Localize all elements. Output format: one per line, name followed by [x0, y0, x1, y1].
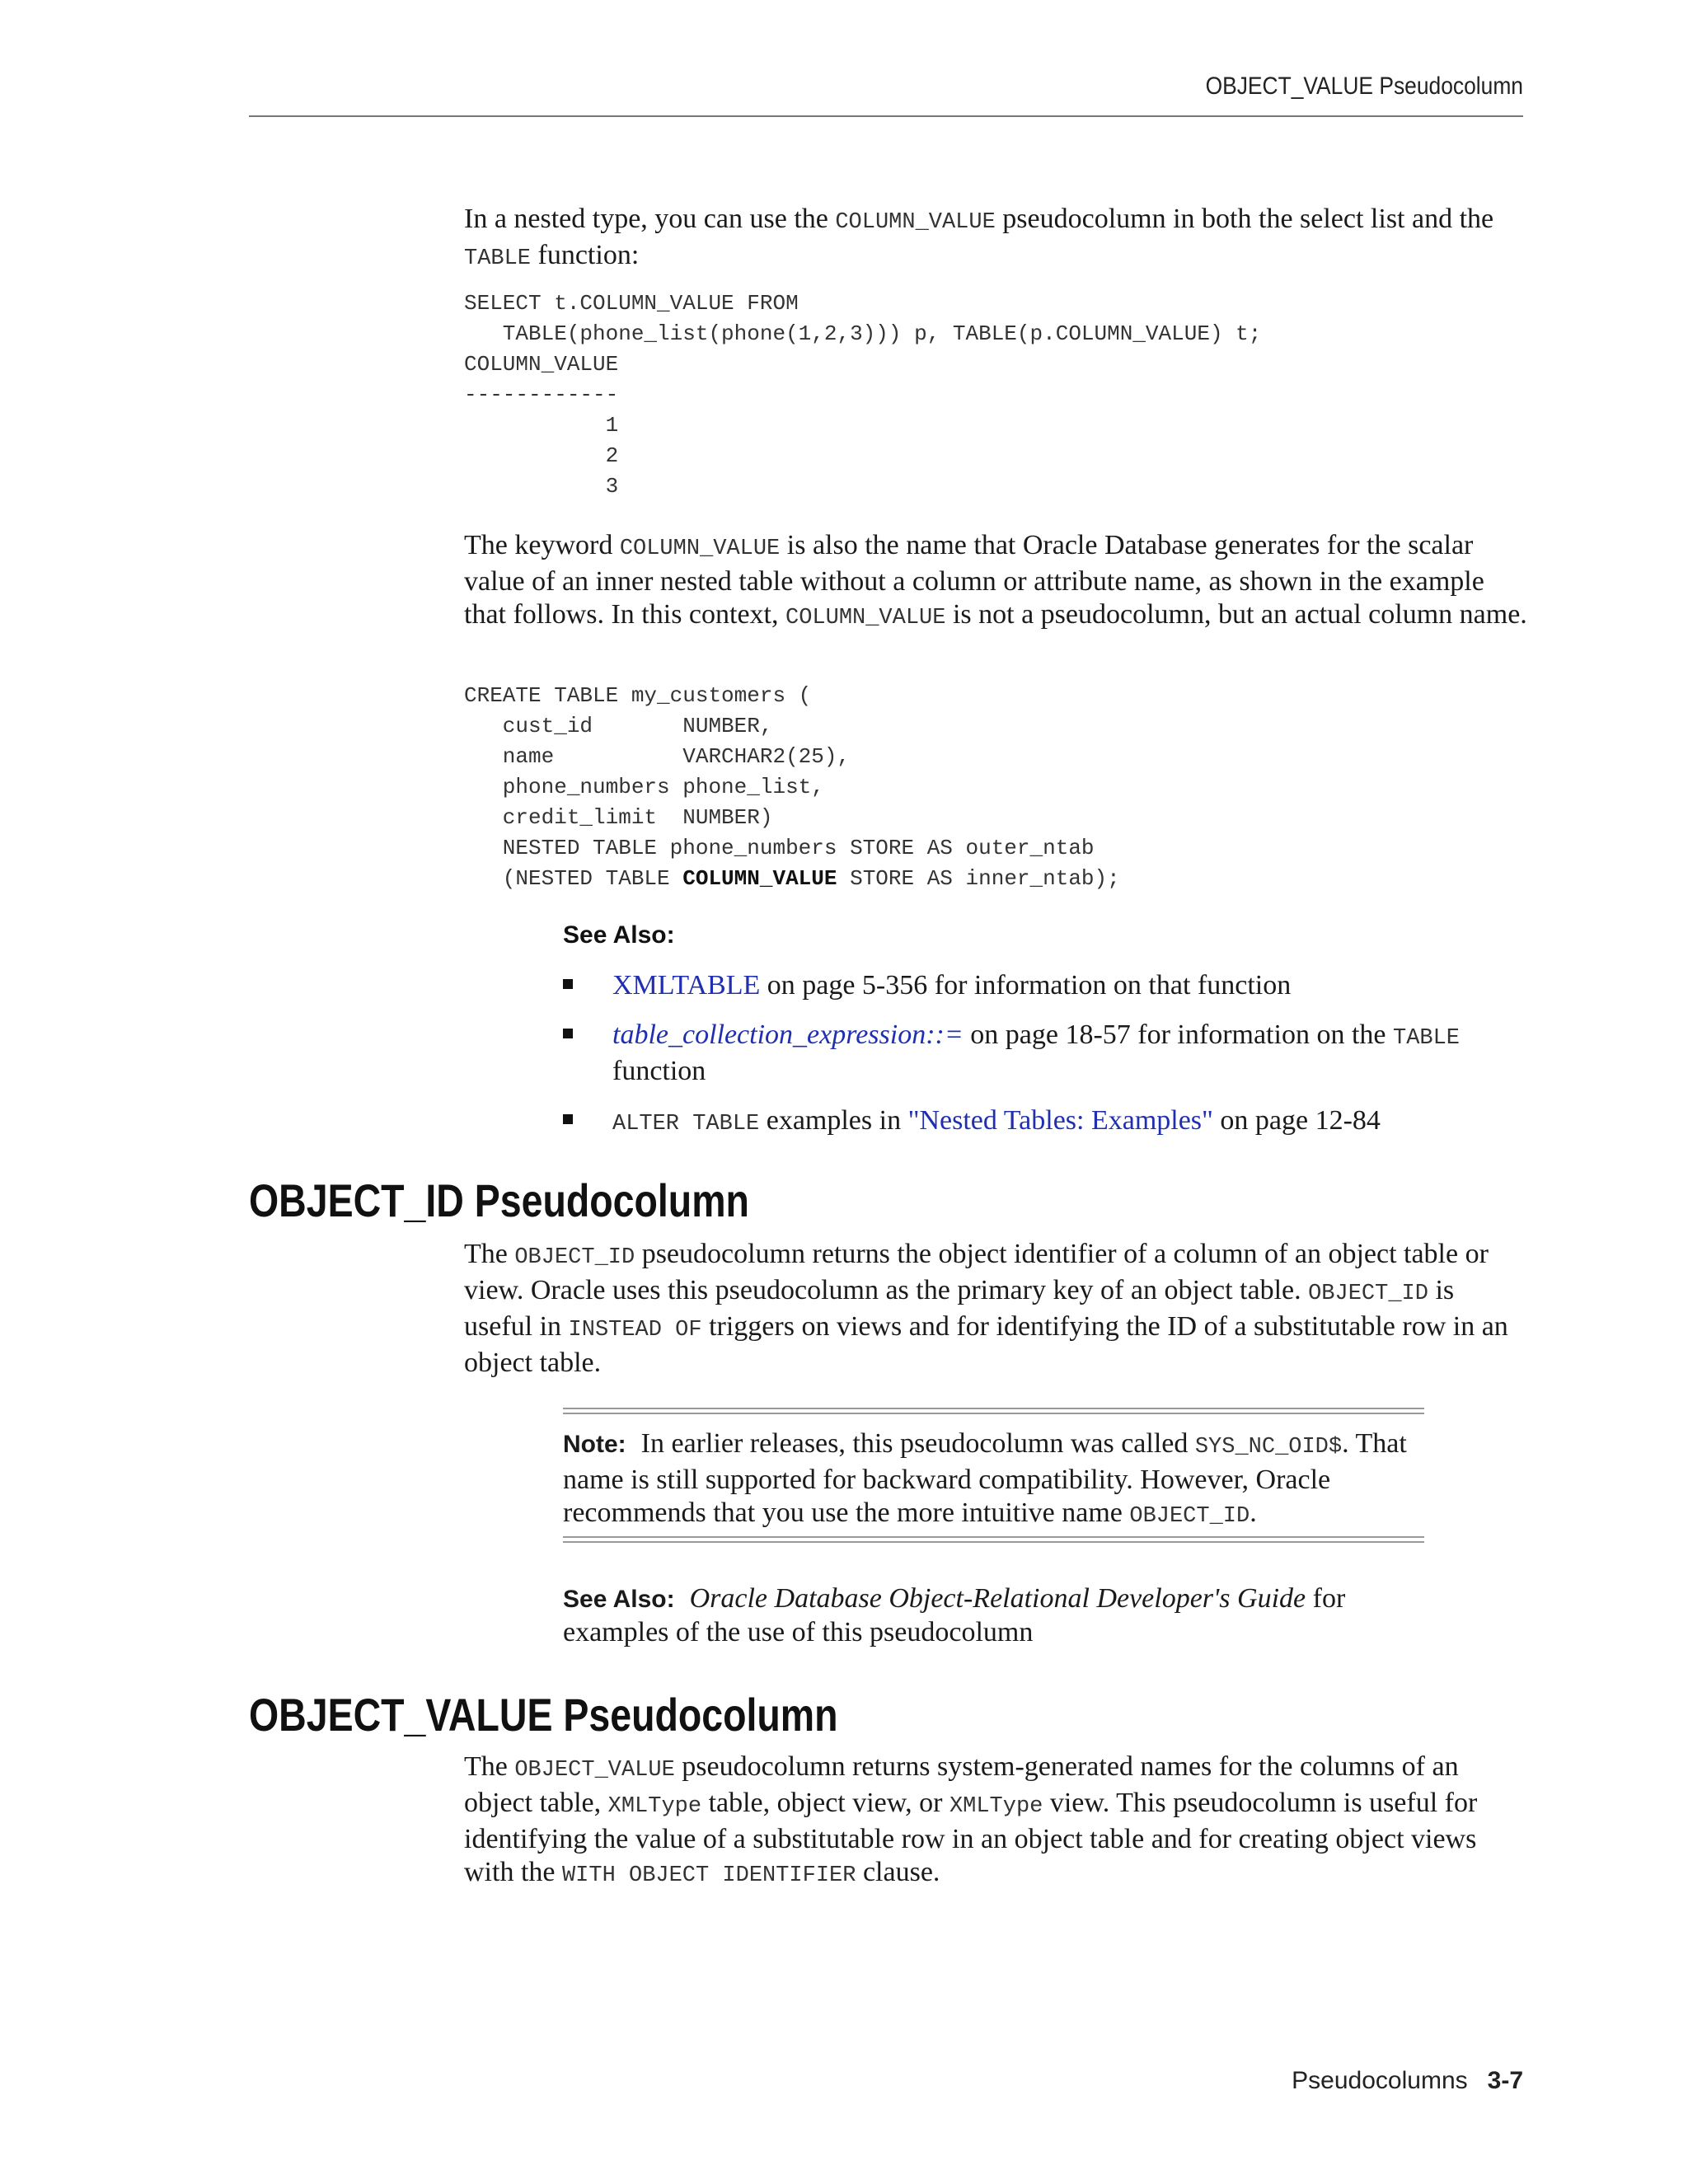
code-line: phone_numbers phone_list,	[464, 775, 824, 799]
see-also-object-relational	[563, 1582, 1453, 1649]
code-line: (NESTED TABLE	[464, 866, 683, 891]
text: is also the name that Oracle Database generates for the scalar value of an inner nested table without a column or attribute name, as shown in the example that follows. In this context,	[464, 530, 1484, 630]
see-also-label: See Also:	[563, 1586, 675, 1613]
text: is useful in	[464, 1275, 1455, 1342]
inline-code: OBJECT_VALUE	[514, 1758, 675, 1783]
code-bold: COLUMN_VALUE	[682, 866, 837, 891]
code-line: SELECT t.COLUMN_VALUE FROM	[464, 291, 799, 316]
code-line: STORE AS inner_ntab);	[837, 866, 1120, 891]
note-rule	[563, 1536, 1424, 1538]
chapter-name: Pseudocolumns	[1292, 2067, 1468, 2094]
see-also-list	[563, 969, 1470, 1157]
text: on page 12-84	[1212, 1105, 1381, 1136]
text: In earlier releases, this pseudocolumn was called	[640, 1428, 1195, 1459]
note-rule	[563, 1541, 1424, 1543]
inline-code: XMLType	[607, 1794, 702, 1819]
list-item	[563, 969, 1470, 1002]
xmltable-link[interactable]: XMLTABLE	[612, 970, 761, 1001]
inline-code: WITH OBJECT IDENTIFIER	[561, 1863, 856, 1888]
text: clause.	[856, 1857, 940, 1887]
code-line: name VARCHAR2(25),	[464, 744, 851, 769]
code-line: ------------	[464, 382, 619, 407]
inline-code: OBJECT_ID	[1308, 1282, 1428, 1306]
note-label: Note:	[563, 1431, 626, 1458]
object-id-paragraph	[464, 1238, 1527, 1380]
bullet-icon	[563, 1029, 573, 1038]
note-text	[563, 1427, 1424, 1533]
keyword-paragraph	[464, 529, 1527, 635]
header-rule	[249, 115, 1523, 117]
text: on page 18-57 for information on the	[963, 1019, 1393, 1050]
inline-code: COLUMN_VALUE	[619, 537, 781, 561]
inline-code: ALTER TABLE	[612, 1112, 760, 1137]
text: is not a pseudocolumn, but an actual column name.	[945, 599, 1527, 630]
note-box	[563, 1408, 1424, 1543]
text: triggers on views and for identifying the ID of a substitutable row in an object table.	[464, 1311, 1508, 1378]
object-value-paragraph	[464, 1750, 1527, 1892]
text: table, object view, or	[701, 1788, 950, 1818]
bullet-icon	[563, 979, 573, 989]
code-line: COLUMN_VALUE	[464, 352, 619, 377]
section-heading-object-id: OBJECT_ID Pseudocolumn	[249, 1174, 749, 1226]
nested-tables-examples-link[interactable]: "Nested Tables: Examples"	[907, 1105, 1213, 1136]
code-line: 1	[464, 413, 619, 438]
text: for examples of the use of this pseudocolumn	[563, 1583, 1346, 1647]
note-rule	[563, 1408, 1424, 1409]
text: pseudocolumn returns the object identifier of a column of an object table or view. Oracle uses this pseudocolumn as the primary key of an object table.	[464, 1239, 1489, 1305]
text: view. This pseudocolumn is useful for identifying the value of a substitutable row in an object table and for creating object views with the	[464, 1788, 1478, 1887]
page-number: 3-7	[1487, 2067, 1523, 2094]
text: function:	[531, 240, 640, 270]
text: . That name is still supported for backward compatibility. However, Oracle recommends that you use the more intuitive name	[563, 1428, 1407, 1528]
code-line: NESTED TABLE phone_numbers STORE AS outer_ntab	[464, 836, 1095, 860]
section-heading-object-value: OBJECT_VALUE Pseudocolumn	[249, 1689, 838, 1741]
inline-code: COLUMN_VALUE	[835, 210, 996, 235]
list-item	[563, 1019, 1470, 1088]
inline-code: SYS_NC_OID$	[1194, 1435, 1343, 1460]
code-example-select	[464, 288, 1261, 502]
table-collection-expression-link[interactable]: table_collection_expression::=	[612, 1019, 964, 1050]
text: function	[612, 1056, 706, 1086]
inline-code: TABLE	[464, 246, 532, 271]
text: The	[464, 1751, 515, 1782]
book-title: Oracle Database Object-Relational Developer's Guide	[689, 1583, 1306, 1614]
list-item	[563, 1104, 1470, 1141]
text: In a nested type, you can use the	[464, 204, 836, 234]
text: pseudocolumn returns system-generated names for the columns of an object table,	[464, 1751, 1459, 1818]
code-line: CREATE TABLE my_customers (	[464, 683, 812, 708]
text: pseudocolumn in both the select list and the	[995, 204, 1494, 234]
text: examples in	[759, 1105, 908, 1136]
code-line: TABLE(phone_list(phone(1,2,3))) p, TABLE(p.COLUMN_VALUE) t;	[464, 321, 1262, 346]
intro-paragraph	[464, 203, 1527, 275]
running-header: OBJECT_VALUE Pseudocolumn	[1205, 73, 1523, 100]
code-line: 2	[464, 443, 619, 468]
code-example-create-table	[464, 681, 1120, 894]
code-line: cust_id NUMBER,	[464, 714, 773, 738]
text: on page 5-356 for information on that function	[760, 970, 1292, 1001]
inline-code: INSTEAD OF	[568, 1318, 702, 1343]
text: The keyword	[464, 530, 620, 560]
inline-code: OBJECT_ID	[514, 1245, 635, 1270]
see-also-title: See Also:	[563, 921, 675, 949]
text: The	[464, 1239, 515, 1269]
inline-code: TABLE	[1393, 1026, 1461, 1051]
note-rule	[563, 1413, 1424, 1414]
inline-code: OBJECT_ID	[1129, 1504, 1250, 1529]
code-line: credit_limit NUMBER)	[464, 805, 773, 830]
inline-code: COLUMN_VALUE	[785, 606, 946, 630]
inline-code: XMLType	[949, 1794, 1043, 1819]
code-line: 3	[464, 474, 619, 499]
text: .	[1250, 1497, 1257, 1528]
page-footer	[1292, 2067, 1523, 2095]
bullet-icon	[563, 1114, 573, 1124]
